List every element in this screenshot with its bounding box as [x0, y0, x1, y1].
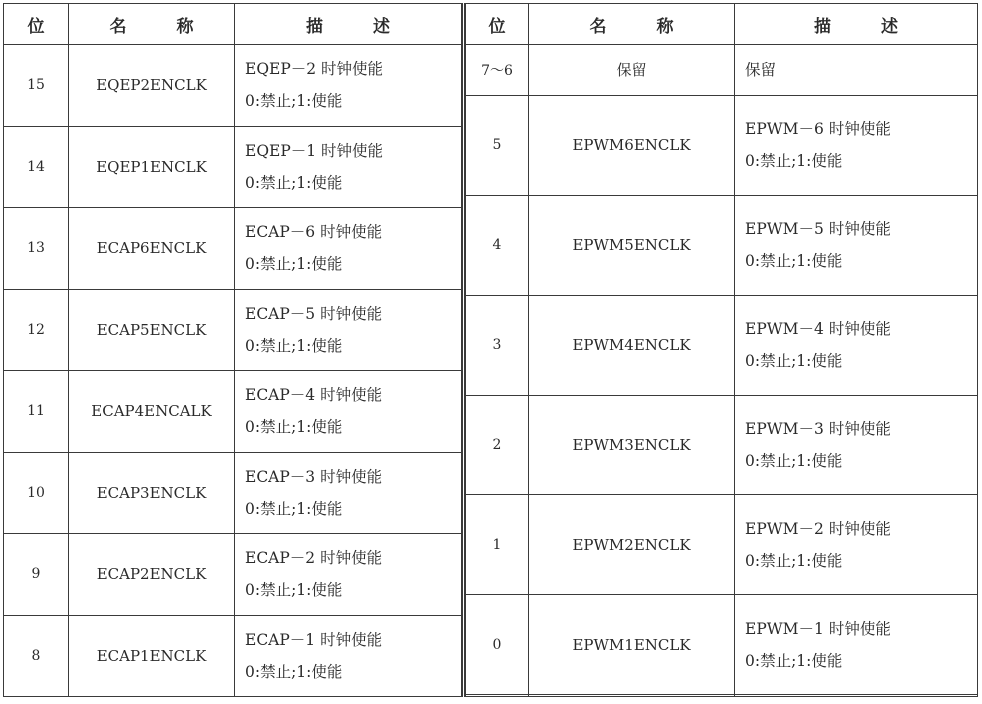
left-header-row — [4, 4, 462, 45]
field-name: 保留 — [529, 45, 735, 96]
field-description — [735, 295, 978, 395]
field-description — [735, 95, 978, 195]
description-value: 0:禁止;1:使能 — [745, 152, 843, 171]
field-name: ECAP1ENCLK — [69, 615, 235, 697]
field-description — [735, 595, 978, 695]
description-title: ECAP－3 时钟使能 — [245, 467, 383, 486]
description-title: ECAP－5 时钟使能 — [245, 304, 383, 323]
field-name: EPWM5ENCLK — [529, 195, 735, 295]
table-row — [466, 295, 978, 395]
bit-position: 2 — [466, 395, 529, 495]
bit-position: 14 — [4, 126, 69, 208]
description-title: EQEP－2 时钟使能 — [245, 60, 384, 79]
field-name: EQEP1ENCLK — [69, 126, 235, 208]
table-row — [4, 289, 462, 371]
table-row — [4, 208, 462, 290]
description-title: EPWM－1 时钟使能 — [745, 619, 891, 638]
table-row — [4, 371, 462, 453]
field-name: EPWM6ENCLK — [529, 95, 735, 195]
field-description — [735, 45, 978, 96]
table-row — [466, 495, 978, 595]
description-title: EQEP－1 时钟使能 — [245, 141, 384, 160]
field-name: ECAP4ENCALK — [69, 371, 235, 453]
description-title: ECAP－4 时钟使能 — [245, 386, 383, 405]
table-row — [4, 534, 462, 616]
header-desc: 描 述 — [735, 4, 978, 45]
description-value: 0:禁止;1:使能 — [245, 255, 343, 274]
field-description — [235, 45, 462, 127]
field-name: EPWM1ENCLK — [529, 595, 735, 695]
bit-position: 12 — [4, 289, 69, 371]
field-name: ECAP2ENCLK — [69, 534, 235, 616]
description-title: EPWM－6 时钟使能 — [745, 120, 891, 139]
header-name: 名 称 — [69, 4, 235, 45]
field-description — [235, 615, 462, 697]
field-name: EPWM2ENCLK — [529, 495, 735, 595]
description-value: 0:禁止;1:使能 — [245, 92, 343, 111]
description-title: EPWM－2 时钟使能 — [745, 519, 891, 538]
field-description — [235, 534, 462, 616]
field-name: ECAP5ENCLK — [69, 289, 235, 371]
table-row — [4, 126, 462, 208]
bit-position: 0 — [466, 595, 529, 695]
bit-position: 13 — [4, 208, 69, 290]
left-register-table — [3, 3, 462, 697]
header-desc: 描 述 — [235, 4, 462, 45]
field-name: EPWM3ENCLK — [529, 395, 735, 495]
register-table — [3, 3, 978, 697]
table-row — [4, 615, 462, 697]
description-title: EPWM－5 时钟使能 — [745, 220, 891, 239]
description-value: 0:禁止;1:使能 — [245, 173, 343, 192]
bit-position: 15 — [4, 45, 69, 127]
description-title: EPWM－4 时钟使能 — [745, 320, 891, 339]
bit-position: 10 — [4, 452, 69, 534]
field-description — [735, 495, 978, 595]
bit-position: 9 — [4, 534, 69, 616]
field-name: ECAP3ENCLK — [69, 452, 235, 534]
bit-position: 5 — [466, 95, 529, 195]
description-value: 0:禁止;1:使能 — [745, 252, 843, 271]
table-row — [466, 595, 978, 695]
table-row — [466, 45, 978, 96]
description-title: 保留 — [745, 60, 777, 79]
bit-position: 1 — [466, 495, 529, 595]
description-value: 0:禁止;1:使能 — [245, 662, 343, 681]
right-register-table — [465, 3, 978, 697]
description-title: ECAP－2 时钟使能 — [245, 549, 383, 568]
description-value: 0:禁止;1:使能 — [245, 581, 343, 600]
right-header-row — [466, 4, 978, 45]
description-value: 0:禁止;1:使能 — [745, 551, 843, 570]
field-name: EQEP2ENCLK — [69, 45, 235, 127]
bit-position: 4 — [466, 195, 529, 295]
field-description — [235, 126, 462, 208]
header-pos: 位 — [466, 4, 529, 45]
bit-position: 7～6 — [466, 45, 529, 96]
description-value: 0:禁止;1:使能 — [245, 418, 343, 437]
table-row — [466, 395, 978, 495]
field-description — [235, 371, 462, 453]
table-row — [4, 45, 462, 127]
field-description — [735, 195, 978, 295]
field-description — [235, 452, 462, 534]
bit-position: 11 — [4, 371, 69, 453]
field-description — [235, 289, 462, 371]
description-title: ECAP－6 时钟使能 — [245, 223, 383, 242]
table-row — [466, 695, 978, 697]
table-row — [466, 95, 978, 195]
field-name: EPWM4ENCLK — [529, 295, 735, 395]
description-value: 0:禁止;1:使能 — [245, 336, 343, 355]
table-row — [4, 452, 462, 534]
description-value: 0:禁止;1:使能 — [745, 452, 843, 471]
field-description — [235, 208, 462, 290]
description-title: EPWM－3 时钟使能 — [745, 420, 891, 439]
field-name — [529, 695, 735, 697]
field-description — [735, 695, 978, 697]
bit-position: 8 — [4, 615, 69, 697]
description-value: 0:禁止;1:使能 — [745, 651, 843, 670]
bit-position: 3 — [466, 295, 529, 395]
description-value: 0:禁止;1:使能 — [245, 499, 343, 518]
field-name: ECAP6ENCLK — [69, 208, 235, 290]
header-pos: 位 — [4, 4, 69, 45]
field-description — [735, 395, 978, 495]
description-title: ECAP－1 时钟使能 — [245, 630, 383, 649]
header-name: 名 称 — [529, 4, 735, 45]
table-row — [466, 195, 978, 295]
bit-position — [466, 695, 529, 697]
description-value: 0:禁止;1:使能 — [745, 352, 843, 371]
